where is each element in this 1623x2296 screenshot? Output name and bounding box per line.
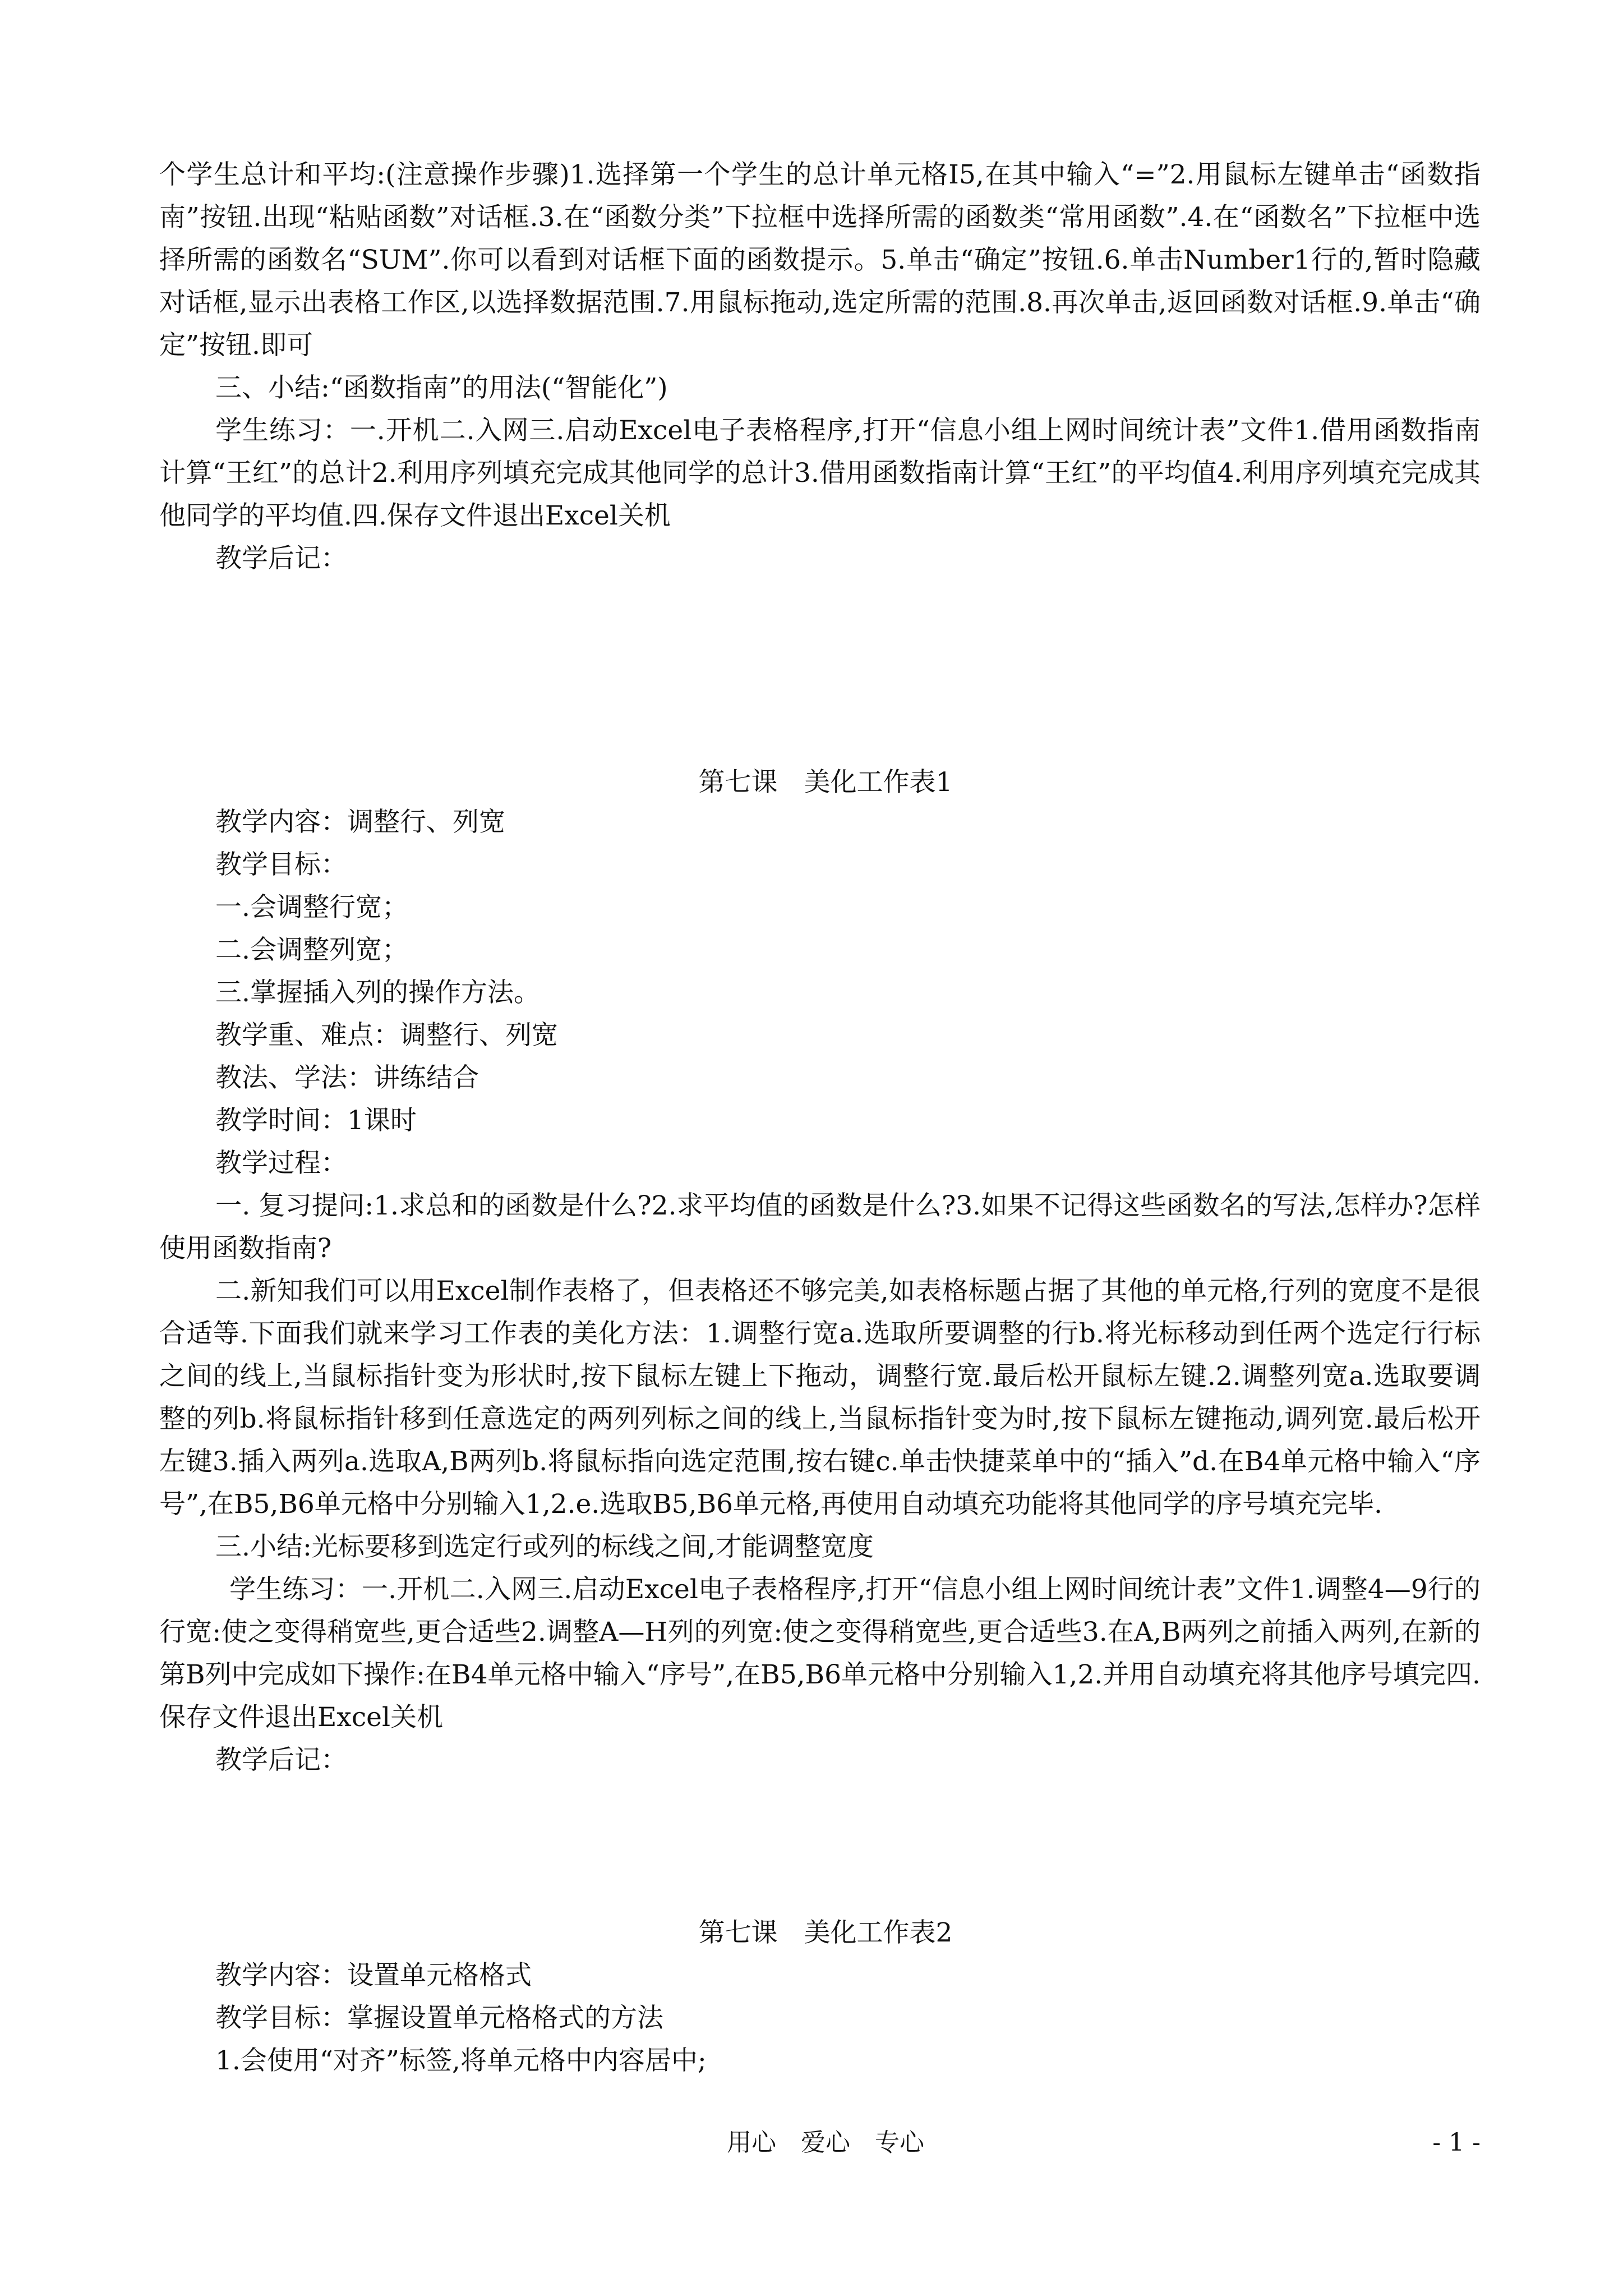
teaching-notes: 教学后记： [215, 1745, 347, 1775]
teaching-goal: 教学目标：掌握设置单元格格式的方法 [215, 2003, 663, 2033]
teaching-content: 教学内容：设置单元格格式 [215, 1960, 532, 1991]
goal-label: 教学目标： [215, 849, 347, 880]
footer-motto: 用心 爱心 专心 [727, 2128, 924, 2157]
student-practice: 学生练习：一.开机二.入网三.启动Excel电子表格程序,打开“信息小组上网时间统计表”文件1.借用函数指南计算“王红”的总计2.利用序列填充完成其他同学的总计3.借用函数指南计算“王红”的平均值4.利用序列填充完成其他同学的平均值.四.保存文件退出Excel关机 [159, 415, 1481, 531]
teaching-content: 教学内容：调整行、列宽 [215, 807, 505, 838]
new-knowledge: 二.新知我们可以用Excel制作表格了，但表格还不够完美,如表格标题占据了其他的单元格,行列的宽度不是很合适等.下面我们就来学习工作表的美化方法：1.调整行宽a.选取所要调整的行b.将光标移动到任两个选定行行标之间的线上,当鼠标指针变为形状时,按下鼠标左键上下拖动，调整行宽.最后松开鼠标左键.2.调整列宽a.选取要调整的列b.将鼠标指针移到任意选定的两列列标之间的线上,当鼠标指针变为时,按下鼠标左键拖动,调列宽.最后松开左键3.插入两列a.选取A,B两列b.将鼠标指向选定范围,按右键c.单击快捷菜单中的“插入”d.在B4单元格中输入“序号”,在B5,B6单元格中分别输入1,2.e.选取B5,B6单元格,再使用自动填充功能将其他同学的序号填充完毕. [159, 1276, 1481, 1520]
lesson-title: 第七课 美化工作表2 [698, 1917, 953, 1948]
lesson1-body [159, 801, 1481, 1782]
lesson-title: 第七课 美化工作表1 [698, 767, 953, 798]
review-questions: 一. 复习提问:1.求总和的函数是什么?2.求平均值的函数是什么?3.如果不记得这些函数名的写法,怎样办?怎样使用函数指南? [159, 1190, 1481, 1264]
summary: 三.小结:光标要移到选定行或列的标线之间,才能调整宽度 [215, 1531, 874, 1562]
student-practice: 学生练习：一.开机二.入网三.启动Excel电子表格程序,打开“信息小组上网时间统计表”文件1.调整4—9行的行宽:使之变得稍宽些,更合适些2.调整A—H列的列宽:使之变得稍宽些,更合适些3.在A,B两列之前插入两列,在新的第B列中完成如下操作:在B4单元格中输入“序号”,在B5,B6单元格中分别输入1,2.并用自动填充将其他序号填完四.保存文件退出Excel关机 [159, 1574, 1481, 1733]
section-continuation [159, 154, 1481, 580]
lesson2-body [159, 1954, 1481, 2082]
method: 教法、学法：讲练结合 [215, 1062, 479, 1093]
goal-item: 三.掌握插入列的操作方法。 [215, 977, 540, 1008]
goal-item: 二.会调整列宽； [215, 935, 408, 965]
teaching-time: 教学时间：1课时 [215, 1105, 417, 1136]
process-label: 教学过程： [215, 1148, 347, 1179]
key-points: 教学重、难点：调整行、列宽 [215, 1020, 558, 1051]
teaching-notes: 教学后记： [215, 543, 347, 574]
goal-item: 1.会使用“对齐”标签,将单元格中内容居中; [215, 2045, 707, 2076]
paragraph-steps: 个学生总计和平均:(注意操作步骤)1.选择第一个学生的总计单元格I5,在其中输入“=”2.用鼠标左键单击“函数指南”按钮.出现“粘贴函数”对话框.3.在“函数分类”下拉框中选择所需的函数类“常用函数”.4.在“函数名”下拉框中选择所需的函数名“SUM”.你可以看到对话框下面的函数提示。5.单击“确定”按钮.6.单击Number1行的,暂时隐藏对话框,显示出表格工作区,以选择数据范围.7.用鼠标拖动,选定所需的范围.8.再次单击,返回函数对话框.9.单击“确定”按钮.即可 [159, 159, 1481, 361]
page-number: - 1 - [1432, 2128, 1481, 2157]
summary: 三、小结:“函数指南”的用法(“智能化”) [215, 372, 668, 403]
goal-item: 一.会调整行宽； [215, 892, 408, 923]
